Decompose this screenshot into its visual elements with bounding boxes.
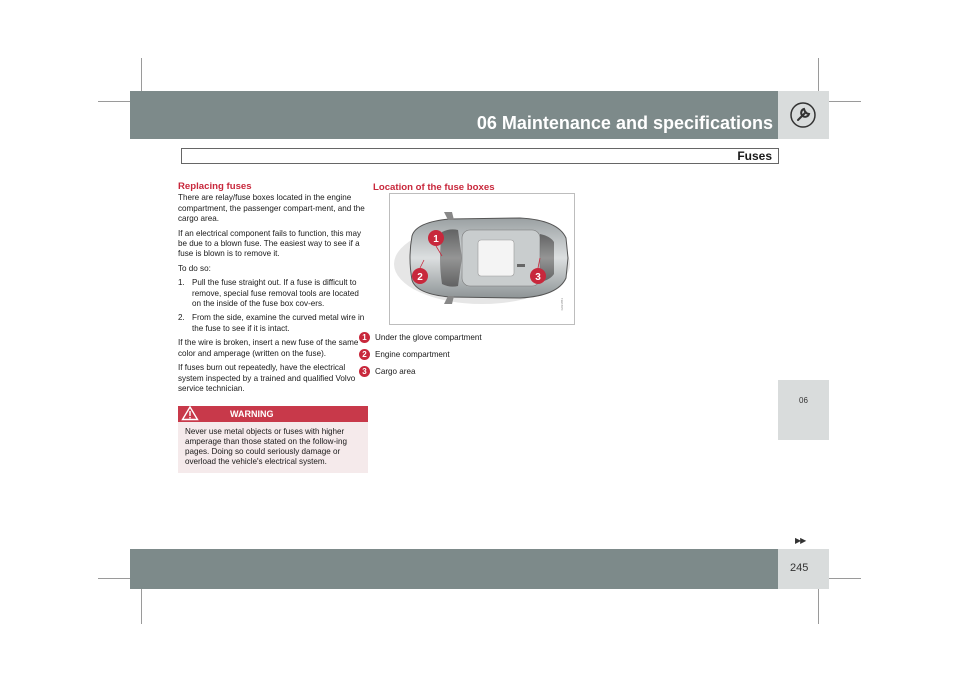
wrench-icon — [790, 102, 816, 128]
heading-replacing-fuses: Replacing fuses — [178, 181, 252, 192]
warning-box — [178, 406, 368, 473]
page-number: 245 — [790, 562, 809, 574]
step-number: 1. — [178, 278, 185, 288]
legend — [359, 329, 559, 380]
footer-tab — [778, 549, 829, 589]
car-top-view-illustration — [390, 194, 574, 324]
legend-badge: 3 — [359, 366, 370, 377]
chapter-icon-box — [778, 91, 829, 139]
legend-text: Engine compartment — [375, 350, 450, 359]
left-column — [178, 182, 368, 473]
legend-badge: 2 — [359, 349, 370, 360]
chapter-header — [130, 91, 829, 139]
page-footer — [130, 549, 829, 589]
paragraph: If the wire is broken, insert a new fuse of the same color and amperage (written on the fuse). — [178, 338, 359, 358]
heading-fuse-box-location: Location of the fuse boxes — [373, 182, 495, 193]
warning-header — [178, 406, 368, 422]
chapter-title: 06 Maintenance and specifications — [476, 113, 773, 133]
side-tab-label: 06 — [799, 396, 808, 405]
legend-badge: 1 — [359, 332, 370, 343]
legend-text: Cargo area — [375, 367, 416, 376]
steps-list — [178, 278, 368, 334]
legend-row — [359, 329, 559, 346]
step-text: Pull the fuse straight out. If a fuse is difficult to remove, special fuse removal tools are located on the inside of the fuse box cov-ers. — [192, 278, 359, 309]
list-item — [178, 313, 368, 334]
paragraph: If fuses burn out repeatedly, have the electrical system inspected by a trained and qualified Volvo service technician. — [178, 363, 356, 393]
list-item — [178, 278, 368, 309]
paragraph: To do so: — [178, 263, 211, 273]
chapter-side-tab — [778, 380, 829, 440]
legend-row — [359, 346, 559, 363]
section-bar — [181, 148, 779, 164]
car-top-view-figure — [389, 193, 575, 325]
figure-code: G031851 — [560, 298, 564, 311]
intro-paragraph: There are relay/fuse boxes located in the engine compartment, the passenger compart-ment, and the cargo area. — [178, 193, 365, 224]
section-title: Fuses — [737, 149, 772, 163]
legend-row — [359, 363, 559, 380]
figure-marker-1: 1 — [433, 234, 439, 245]
step-text: From the side, examine the curved metal wire in the fuse to see if it is intact. — [192, 313, 365, 333]
figure-marker-3: 3 — [535, 272, 541, 283]
legend-text: Under the glove compartment — [375, 333, 482, 342]
warning-title: WARNING — [230, 409, 274, 420]
paragraph: If an electrical component fails to function, this may be due to a blown fuse. The easiest way to see if a fuse is blown is to remove it. — [178, 228, 362, 259]
warning-triangle-icon — [181, 405, 199, 421]
step-number: 2. — [178, 313, 185, 323]
right-column — [362, 182, 578, 376]
continue-marker: ▶▶ — [795, 536, 806, 545]
figure-marker-2: 2 — [417, 272, 423, 283]
warning-text: Never use metal objects or fuses with higher amperage than those stated on the follow-ing pages. Doing so could seriously damage or overload the vehicle's electrical system. — [185, 427, 347, 467]
